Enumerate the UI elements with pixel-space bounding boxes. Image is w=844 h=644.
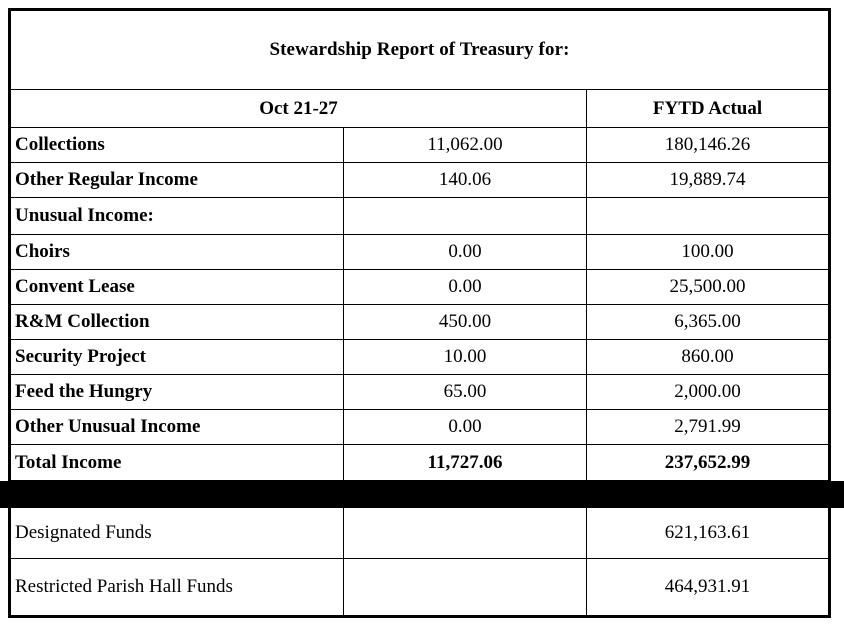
row-label: Security Project <box>11 340 344 375</box>
table-row <box>11 375 829 410</box>
title-row <box>11 11 829 90</box>
total-income-row <box>11 445 829 481</box>
row-label: Other Unusual Income <box>11 410 344 445</box>
table-row <box>11 508 829 559</box>
row-period-value: 0.00 <box>344 235 587 270</box>
section-heading-label: Unusual Income: <box>11 198 344 235</box>
table-row <box>11 305 829 340</box>
column-header-period: Oct 21-27 <box>11 90 587 128</box>
row-fytd-value: 25,500.00 <box>587 270 829 305</box>
row-period-value: 10.00 <box>344 340 587 375</box>
row-label: Choirs <box>11 235 344 270</box>
column-header-row <box>11 90 829 128</box>
row-fytd-value: 19,889.74 <box>587 163 829 198</box>
row-label: Collections <box>11 128 344 163</box>
table-row <box>11 559 829 616</box>
row-fytd-value: 860.00 <box>587 340 829 375</box>
row-label: R&M Collection <box>11 305 344 340</box>
stewardship-report-table <box>10 10 829 616</box>
row-period-value: 140.06 <box>344 163 587 198</box>
row-fytd-value: 6,365.00 <box>587 305 829 340</box>
total-income-fytd-value: 237,652.99 <box>587 445 829 481</box>
table-row <box>11 235 829 270</box>
row-fytd-value: 180,146.26 <box>587 128 829 163</box>
table-row <box>11 410 829 445</box>
total-income-period-value: 11,727.06 <box>344 445 587 481</box>
column-header-fytd: FYTD Actual <box>587 90 829 128</box>
row-fytd-value: 2,791.99 <box>587 410 829 445</box>
table-row <box>11 340 829 375</box>
row-period-value: 450.00 <box>344 305 587 340</box>
row-period-value: 65.00 <box>344 375 587 410</box>
row-label: Feed the Hungry <box>11 375 344 410</box>
total-income-label: Total Income <box>11 445 344 481</box>
row-period-value: 11,062.00 <box>344 128 587 163</box>
section-heading-row <box>11 198 829 235</box>
row-label: Restricted Parish Hall Funds <box>11 559 344 616</box>
row-fytd-value: 621,163.61 <box>587 508 829 559</box>
section-heading-period-value <box>344 198 587 235</box>
row-period-value: 0.00 <box>344 270 587 305</box>
table-row <box>11 163 829 198</box>
section-heading-fytd-value <box>587 198 829 235</box>
row-label: Other Regular Income <box>11 163 344 198</box>
row-period-value <box>344 508 587 559</box>
row-label: Designated Funds <box>11 508 344 559</box>
table-row <box>11 128 829 163</box>
black-divider-bar <box>0 481 844 508</box>
row-period-value <box>344 559 587 616</box>
row-fytd-value: 100.00 <box>587 235 829 270</box>
row-fytd-value: 464,931.91 <box>587 559 829 616</box>
report-title: Stewardship Report of Treasury for: <box>11 11 829 90</box>
row-fytd-value: 2,000.00 <box>587 375 829 410</box>
row-label: Convent Lease <box>11 270 344 305</box>
row-period-value: 0.00 <box>344 410 587 445</box>
table-row <box>11 270 829 305</box>
